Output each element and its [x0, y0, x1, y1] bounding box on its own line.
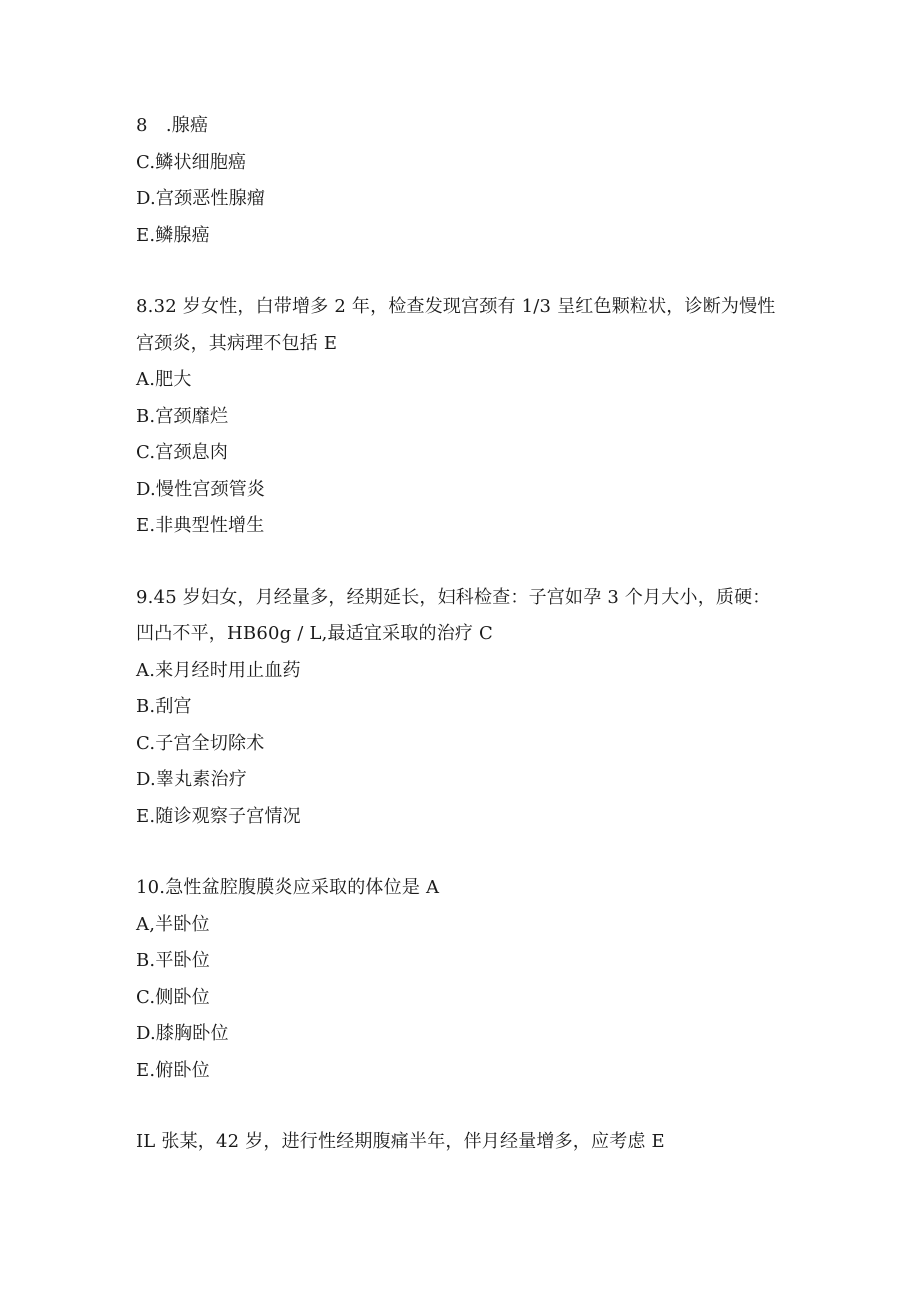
- spacer: [136, 545, 786, 580]
- option-d: D.睾丸素治疗: [136, 769, 247, 790]
- option-c: C.子宫全切除术: [136, 732, 265, 754]
- option-b: 8 .腺癌: [136, 115, 209, 136]
- spacer: [136, 254, 786, 289]
- option-d: D.宫颈恶性腺瘤: [136, 188, 266, 209]
- question-stem: IL 张某，42 岁，进行性经期腹痛半年，伴月经量增多，应考虑 E: [136, 1131, 665, 1152]
- option-a: A,半卧位: [136, 913, 210, 935]
- question-stem: 宫颈炎，其病理不包括 E: [136, 332, 338, 354]
- option-b: B.平卧位: [136, 950, 210, 971]
- question-stem: 9.45 岁妇女，月经量多，经期延长，妇科检查：子宫如孕 3 个月大小，质硬：: [136, 586, 771, 608]
- option-c: C.侧卧位: [136, 986, 210, 1008]
- option-d: D.膝胸卧位: [136, 1023, 229, 1044]
- question-stem: 凹凸不平，HB60g / L,最适宜采取的治疗 C: [136, 623, 494, 644]
- option-b: B.宫颈靡烂: [136, 405, 229, 427]
- option-e: E.随诊观察子宫情况: [136, 805, 301, 827]
- question-block: [136, 870, 786, 1089]
- question-block: [136, 108, 786, 254]
- option-a: A.肥大: [136, 369, 192, 390]
- spacer: [136, 835, 786, 870]
- option-e: E.非典型性增生: [136, 515, 265, 536]
- option-a: A.来月经时用止血药: [136, 659, 301, 681]
- question-block: [136, 289, 786, 545]
- option-e: E.鳞腺癌: [136, 224, 210, 246]
- option-e: E.俯卧位: [136, 1059, 210, 1081]
- option-c: C.宫颈息肉: [136, 442, 229, 463]
- question-block: [136, 1124, 786, 1161]
- option-d: D.慢性宫颈管炎: [136, 478, 266, 500]
- question-stem: 8.32 岁女性，白带增多 2 年，检查发现宫颈有 1/3 呈红色颗粒状，诊断为慢性: [136, 296, 776, 317]
- spacer: [136, 1089, 786, 1124]
- option-b: B.刮宫: [136, 696, 192, 717]
- option-c: C.鳞状细胞癌: [136, 151, 247, 173]
- question-stem: 10.急性盆腔腹膜炎应采取的体位是 A: [136, 877, 440, 898]
- document-page: [136, 108, 786, 1161]
- question-block: [136, 580, 786, 836]
